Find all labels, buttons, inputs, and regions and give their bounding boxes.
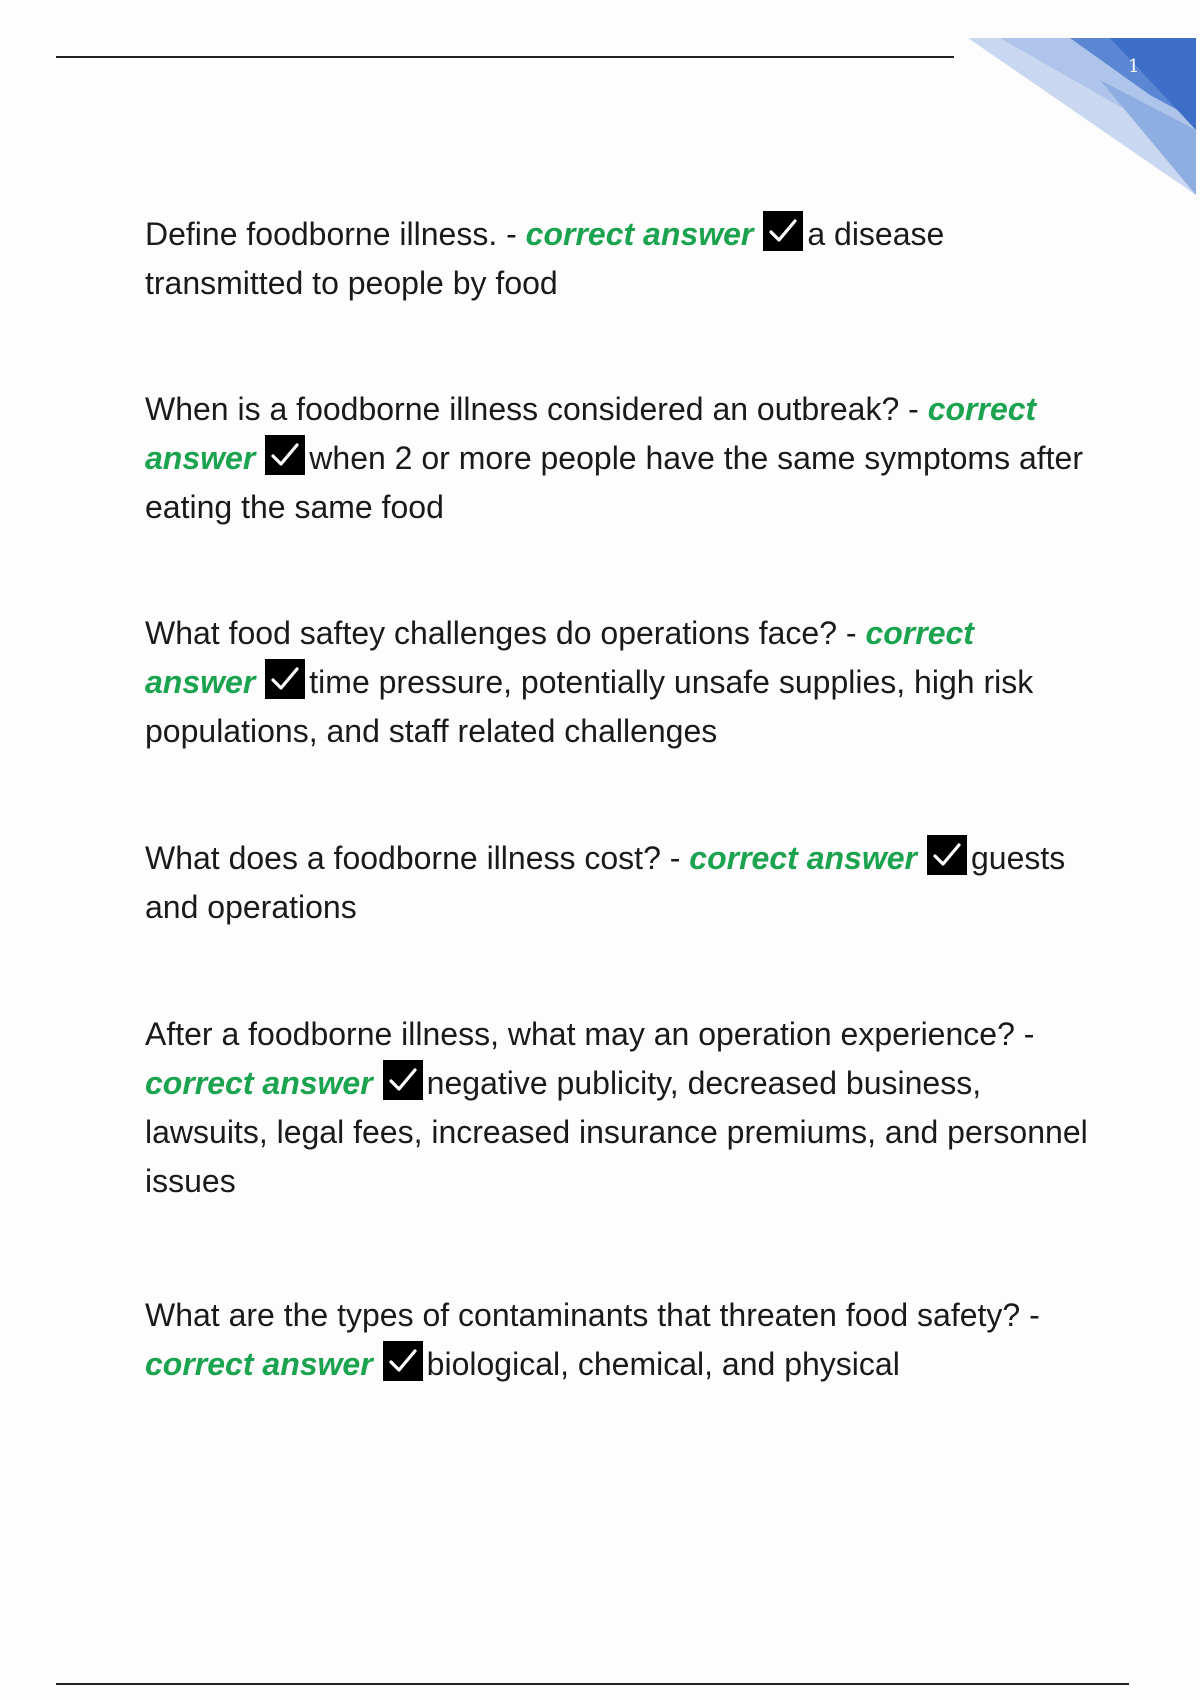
correct-answer-label: correct answer [145,1065,373,1101]
question-text: When is a foodborne illness considered an outbreak? - [145,391,928,427]
page-number: 1 [1128,56,1140,77]
header-rule [56,56,954,58]
correct-answer-label: correct answer [689,840,917,876]
question-text: What does a foodborne illness cost? - [145,840,690,876]
check-box-icon [265,659,305,699]
question-text: Define foodborne illness. - [145,216,526,252]
qa-item [145,385,1090,532]
correct-answer-label: correct answer [145,391,1037,476]
answer-text: when 2 or more people have the same symptoms after eating the same food [145,440,1083,525]
qa-list [145,210,1090,1466]
qa-item [145,1291,1090,1389]
question-text: After a foodborne illness, what may an operation experience? - [145,1016,1035,1052]
correct-answer-label: correct answer [525,216,754,252]
check-box-icon [383,1341,423,1381]
check-box-icon [265,435,305,475]
answer-text: biological, chemical, and physical [426,1346,900,1382]
answer-text: a disease transmitted to people by food [145,216,945,301]
check-box-icon [383,1060,423,1100]
qa-item [145,1010,1090,1206]
question-text: What are the types of contaminants that threaten food safety? - [145,1297,1040,1333]
answer-text: guests and operations [145,840,1066,925]
correct-answer-label: correct answer [145,615,974,700]
check-box-icon [927,835,967,875]
answer-text: time pressure, potentially unsafe supplies, high risk populations, and staff related challenges [145,664,1034,749]
qa-item [145,834,1090,932]
check-box-icon [763,211,803,251]
qa-item [145,210,1090,308]
question-text: What food saftey challenges do operations face? - [145,615,866,651]
qa-item [145,609,1090,756]
correct-answer-label: correct answer [145,1346,373,1382]
answer-text: negative publicity, decreased business, lawsuits, legal fees, increased insurance premiums, and personnel issues [145,1065,1088,1199]
footer-rule [56,1683,1129,1685]
corner-decoration [960,0,1200,200]
